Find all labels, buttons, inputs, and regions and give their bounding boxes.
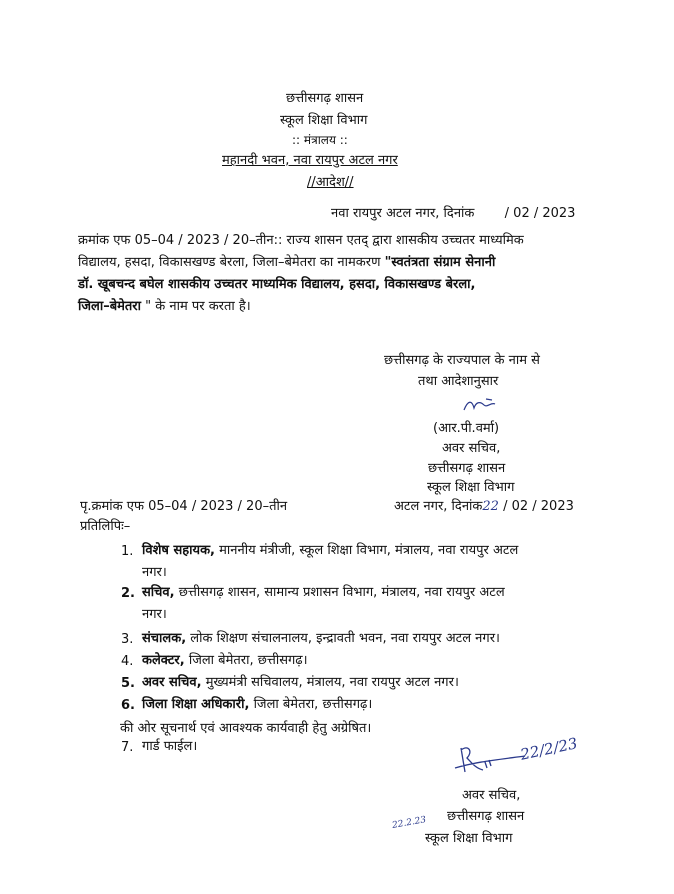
order-line-2-text: विद्यालय, हसदा, विकासखण्ड बेरला, जिला–बेमेतरा का नामकरण	[78, 255, 381, 270]
order-line-2-bold: "स्वतंत्रता संग्राम सेनानी	[384, 255, 496, 270]
order-line-2	[78, 252, 598, 274]
signatory-2-designation: अवर सचिव,	[462, 788, 521, 803]
order-line-1	[78, 230, 598, 252]
recipient-line	[142, 582, 612, 604]
header-government: छत्तीसगढ़ शासन	[286, 91, 364, 106]
signatory-1-designation: अवर सचिव,	[442, 441, 501, 456]
recipient-item	[142, 694, 612, 716]
stamp-note: 22.2.23	[391, 815, 427, 831]
authority-line-2: तथा आदेशानुसार	[418, 374, 499, 389]
signatory-1-office-1: छत्तीसगढ़ शासन	[428, 461, 506, 476]
recipient-item	[142, 650, 612, 672]
recipient-7-text: गार्ड फाईल।	[142, 739, 198, 754]
recipient-number: 4.	[121, 654, 134, 669]
signatory-2-office-1: छत्तीसगढ़ शासन	[447, 809, 525, 824]
forward-note: की ओर सूचनार्थ एवं आवश्यक कार्यवाही हेतु अग्रेषित।	[120, 721, 372, 736]
recipient-continuation: नगर।	[142, 607, 167, 622]
date-place: नवा रायपुर अटल नगर, दिनांक	[331, 206, 475, 221]
copy-label: प्रतिलिपिः–	[80, 519, 131, 534]
date-value: / 02 / 2023	[504, 206, 576, 221]
recipient-number: 2.	[121, 586, 135, 601]
authority-line-1: छत्तीसगढ़ के राज्यपाल के नाम से	[384, 353, 540, 368]
recipient-title: सचिव,	[142, 585, 175, 600]
recipient-line	[142, 650, 612, 672]
recipient-item	[142, 672, 612, 694]
endorsement-handwritten-day: 22	[482, 499, 499, 514]
recipient-item	[142, 628, 612, 650]
order-line-4	[78, 296, 598, 318]
recipient-7-number: 7.	[121, 740, 134, 755]
recipient-text: जिला बेमेतरा, छत्तीसगढ़।	[253, 697, 373, 712]
order-line-3: डॉ. खूबचन्द बघेल शासकीय उच्चतर माध्यमिक विद्यालय, हसदा, विकासखण्ड बेरला,	[78, 277, 476, 292]
recipient-text: लोक शिक्षण संचालनालय, इन्द्रावती भवन, नवा रायपुर अटल नगर।	[190, 631, 500, 646]
header-department: स्कूल शिक्षा विभाग	[280, 113, 368, 128]
endorsement-number: पृ.क्रमांक एफ 05–04 / 2023 / 20–तीन	[80, 499, 288, 514]
recipient-line	[142, 672, 612, 694]
recipient-text: जिला बेमेतरा, छत्तीसगढ़।	[188, 653, 308, 668]
date-line	[331, 203, 575, 221]
recipient-title: संचालक,	[142, 631, 187, 646]
recipient-number: 3.	[121, 632, 134, 647]
recipient-title: अवर सचिव,	[142, 675, 202, 690]
signature-1-icon	[462, 396, 502, 416]
recipient-number: 6.	[121, 698, 135, 713]
header-ministry: :: मंत्रालय ::	[292, 133, 348, 147]
recipient-continuation: नगर।	[142, 565, 167, 580]
recipient-number: 5.	[121, 676, 135, 691]
header-address: महानदी भवन, नवा रायपुर अटल नगर	[222, 153, 398, 168]
recipient-item	[142, 582, 612, 626]
endorsement-place: अटल नगर, दिनांक	[394, 499, 483, 514]
recipient-title: कलेक्टर,	[142, 653, 185, 668]
recipient-title: विशेष सहायक,	[142, 543, 215, 558]
order-line-4-bold: जिला–बेमेतरा	[78, 299, 141, 314]
recipient-number: 1.	[121, 544, 134, 559]
recipient-text: छत्तीसगढ़ शासन, सामान्य प्रशासन विभाग, मंत्रालय, नवा रायपुर अटल	[178, 585, 505, 600]
recipient-line	[142, 628, 612, 650]
recipient-line	[142, 694, 612, 716]
order-line-1-text: राज्य शासन एतद् द्वारा शासकीय उच्चतर माध्यमिक	[286, 233, 524, 248]
signatory-1-office-2: स्कूल शिक्षा विभाग	[427, 480, 515, 495]
order-line-4-text: " के नाम पर करता है।	[145, 299, 251, 314]
recipient-text: माननीय मंत्रीजी, स्कूल शिक्षा विभाग, मंत्रालय, नवा रायपुर अटल	[219, 543, 519, 558]
recipient-text: मुख्यमंत्री सचिवालय, मंत्रालय, नवा रायपुर अटल नगर।	[205, 675, 459, 690]
signatory-1-name: (आर.पी.वर्मा)	[433, 421, 500, 436]
order-paragraph	[78, 230, 598, 318]
endorsement-date-rest: / 02 / 2023	[503, 499, 574, 514]
endorsement-date	[394, 496, 574, 514]
recipient-line	[142, 540, 612, 562]
recipient-item	[142, 540, 612, 584]
header-order-title: //आदेश//	[307, 175, 354, 190]
signatory-2-office-2: स्कूल शिक्षा विभाग	[425, 831, 513, 846]
signature-2-date: 22/2/23	[518, 734, 580, 764]
order-number: क्रमांक एफ 05–04 / 2023 / 20–तीन::	[78, 233, 283, 248]
recipient-title: जिला शिक्षा अधिकारी,	[142, 697, 250, 712]
